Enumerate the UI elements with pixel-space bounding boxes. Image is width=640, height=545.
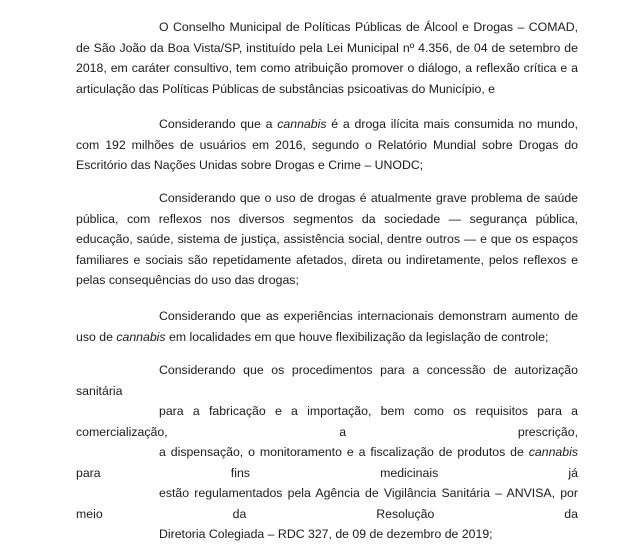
- paragraph-considerando-saude-publica: Considerando que o uso de drogas é atualmente grave problema de saúde pública, com reflexos nos diversos segmentos da sociedade — segurança pública, educação, saúde, sistema de justiça, assistência social, dentre outros — e que os espaços familiares e sociais são repetidamente afetados, direta ou indiretamente, pelos reflexos e pelas consequências do uso das drogas;: [76, 191, 578, 287]
- paragraph-text: em localidades em que houve flexibilização da legislação de controle;: [165, 329, 549, 344]
- italic-term-cannabis: cannabis: [277, 117, 327, 131]
- paragraph-considerando-cannabis-ilicita: [76, 114, 578, 176]
- paragraph-line: para a fabricação e a importação, bem como os requisitos para a comercialização, a prescrição,: [76, 404, 578, 439]
- paragraph-line: Diretoria Colegiada – RDC 327, de 09 de dezembro de 2019;: [159, 527, 493, 541]
- paragraph-text: para fins medicinais já: [76, 465, 578, 480]
- paragraph-line: [76, 442, 578, 483]
- paragraph-considerando-anvisa: [76, 360, 578, 545]
- paragraph-text: Considerando que as experiências internacionais demonstram aumento de uso de: [76, 309, 578, 344]
- paragraph-considerando-experiencias-internacionais: [76, 306, 578, 347]
- italic-term-cannabis: cannabis: [116, 329, 166, 344]
- paragraph-comad-intro: O Conselho Municipal de Políticas Públicas de Álcool e Drogas – COMAD, de São João da Boa Vista/SP, instituído pela Lei Municipal nº 4.356, de 04 de setembro de 2018, em caráter consultivo, tem como atribuição promover o diálogo, a reflexão crítica e a articulação das Políticas Públicas de substâncias psicoativas do Município, e: [76, 20, 578, 96]
- paragraph-text: Considerando que a: [159, 117, 278, 131]
- paragraph-text: a dispensação, o monitoramento e a fiscalização de produtos de: [159, 445, 529, 459]
- paragraph-text: é a droga ilícita mais consumida no mundo, com 192 milhões de usuários em 2016, segundo o Relatório Mundial sobre Drogas do Escritório das Nações Unidas sobre Drogas e Crime – UNODC;: [76, 117, 578, 172]
- paragraph-line: estão regulamentados pela Agência de Vigilância Sanitária – ANVISA, por meio da Resolução da: [76, 486, 578, 521]
- italic-term-cannabis: cannabis: [528, 445, 578, 459]
- paragraph-line: Considerando que os procedimentos para a concessão de autorização sanitária: [76, 363, 578, 398]
